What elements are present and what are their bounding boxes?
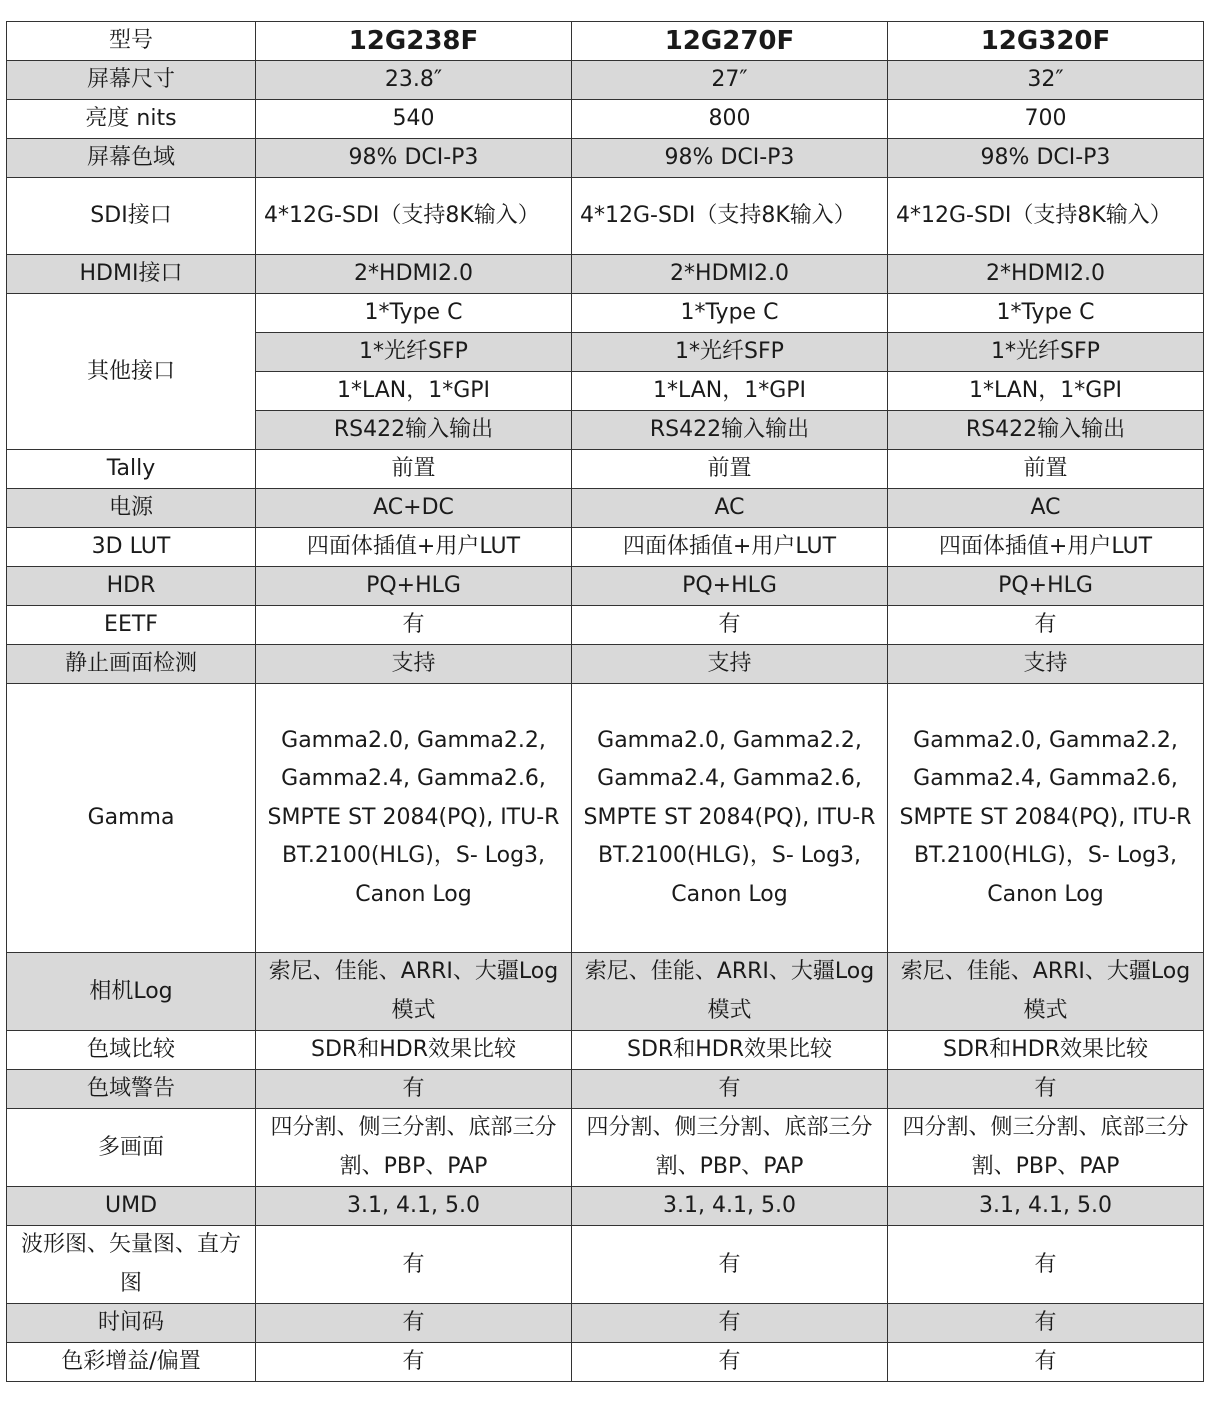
table-row [7,567,1204,606]
row-label: 多画面 [7,1109,256,1187]
cell-value: 有 [256,1070,572,1109]
cell-value: 23.8″ [256,61,572,100]
table-row [7,1070,1204,1109]
cell-value: 四面体插值+用户LUT [572,528,888,567]
row-label: 屏幕尺寸 [7,61,256,100]
row-label: 其他接口 [7,294,256,450]
cell-value: 前置 [888,450,1204,489]
cell-value: 有 [888,1226,1204,1304]
model-name: 12G320F [888,22,1204,61]
table-row [7,684,1204,953]
row-label: 电源 [7,489,256,528]
row-label: SDI接口 [7,178,256,255]
table-row [7,255,1204,294]
row-label: 色域比较 [7,1031,256,1070]
cell-value: 支持 [888,645,1204,684]
table-row [7,1187,1204,1226]
table-row [7,645,1204,684]
cell-value: 1*LAN，1*GPI [572,372,888,411]
cell-value: AC+DC [256,489,572,528]
cell-value: 3.1, 4.1, 5.0 [888,1187,1204,1226]
cell-value: 四面体插值+用户LUT [888,528,1204,567]
cell-value: 索尼、佳能、ARRI、大疆Log模式 [572,953,888,1031]
cell-value: 索尼、佳能、ARRI、大疆Log模式 [888,953,1204,1031]
cell-value: 540 [256,100,572,139]
cell-value: 有 [888,1070,1204,1109]
spec-table [6,21,1204,1382]
row-label: 色域警告 [7,1070,256,1109]
row-label: 静止画面检测 [7,645,256,684]
row-label: UMD [7,1187,256,1226]
cell-value: RS422输入输出 [572,411,888,450]
cell-value: SDR和HDR效果比较 [256,1031,572,1070]
cell-value: 1*光纤SFP [256,333,572,372]
cell-value: 有 [256,1304,572,1343]
cell-value: 有 [256,1226,572,1304]
cell-value: 有 [572,1070,888,1109]
cell-value: 4*12G-SDI（支持8K输入） [888,178,1204,255]
cell-value: 98% DCI-P3 [888,139,1204,178]
row-label: 相机Log [7,953,256,1031]
cell-value: 索尼、佳能、ARRI、大疆Log模式 [256,953,572,1031]
cell-value: 2*HDMI2.0 [256,255,572,294]
cell-value: SDR和HDR效果比较 [888,1031,1204,1070]
cell-value: 四分割、侧三分割、底部三分割、PBP、PAP [572,1109,888,1187]
cell-value: 1*Type C [888,294,1204,333]
row-label: 屏幕色域 [7,139,256,178]
cell-value: 4*12G-SDI（支持8K输入） [572,178,888,255]
cell-value: 27″ [572,61,888,100]
header-row [7,22,1204,61]
cell-value: Gamma2.0, Gamma2.2, Gamma2.4, Gamma2.6, SMPTE ST 2084(PQ), ITU-R BT.2100(HLG)，S- Log3, Canon Log [888,684,1204,953]
table-row [7,61,1204,100]
table-row [7,1226,1204,1304]
cell-value: AC [572,489,888,528]
cell-value: 有 [572,1226,888,1304]
row-label: 波形图、矢量图、直方图 [7,1226,256,1304]
cell-value: 1*LAN，1*GPI [256,372,572,411]
table-row [7,100,1204,139]
cell-value: Gamma2.0, Gamma2.2, Gamma2.4, Gamma2.6, SMPTE ST 2084(PQ), ITU-R BT.2100(HLG)，S- Log3, Canon Log [572,684,888,953]
cell-value: PQ+HLG [888,567,1204,606]
cell-value: RS422输入输出 [256,411,572,450]
table-row [7,139,1204,178]
row-label: 亮度 nits [7,100,256,139]
table-row [7,1343,1204,1382]
cell-value: 1*Type C [572,294,888,333]
row-label: 型号 [7,22,256,61]
table-row [7,450,1204,489]
table-row [7,953,1204,1031]
cell-value: 四分割、侧三分割、底部三分割、PBP、PAP [256,1109,572,1187]
cell-value: 前置 [256,450,572,489]
table-row [7,1304,1204,1343]
cell-value: 有 [888,606,1204,645]
table-row [7,1109,1204,1187]
cell-value: 2*HDMI2.0 [572,255,888,294]
row-label: HDR [7,567,256,606]
cell-value: 3.1, 4.1, 5.0 [572,1187,888,1226]
cell-value: 有 [572,606,888,645]
cell-value: 800 [572,100,888,139]
table-row [7,1031,1204,1070]
cell-value: 32″ [888,61,1204,100]
cell-value: AC [888,489,1204,528]
cell-value: 1*光纤SFP [888,333,1204,372]
row-label: 3D LUT [7,528,256,567]
row-label: 色彩增益/偏置 [7,1343,256,1382]
cell-value: SDR和HDR效果比较 [572,1031,888,1070]
cell-value: 前置 [572,450,888,489]
cell-value: Gamma2.0, Gamma2.2, Gamma2.4, Gamma2.6, SMPTE ST 2084(PQ), ITU-R BT.2100(HLG)，S- Log3, Canon Log [256,684,572,953]
cell-value: 支持 [572,645,888,684]
cell-value: 有 [888,1304,1204,1343]
cell-value: 1*Type C [256,294,572,333]
table-row [7,178,1204,255]
cell-value: 有 [572,1304,888,1343]
row-label: 时间码 [7,1304,256,1343]
model-name: 12G270F [572,22,888,61]
cell-value: RS422输入输出 [888,411,1204,450]
cell-value: 有 [256,606,572,645]
table-row [7,294,1204,333]
row-label: HDMI接口 [7,255,256,294]
cell-value: 有 [572,1343,888,1382]
cell-value: 3.1, 4.1, 5.0 [256,1187,572,1226]
cell-value: 四分割、侧三分割、底部三分割、PBP、PAP [888,1109,1204,1187]
cell-value: 支持 [256,645,572,684]
cell-value: 1*LAN，1*GPI [888,372,1204,411]
cell-value: 700 [888,100,1204,139]
cell-value: 98% DCI-P3 [256,139,572,178]
row-label: Tally [7,450,256,489]
cell-value: PQ+HLG [572,567,888,606]
table-row [7,606,1204,645]
table-row [7,528,1204,567]
cell-value: 四面体插值+用户LUT [256,528,572,567]
row-label: Gamma [7,684,256,953]
cell-value: 4*12G-SDI（支持8K输入） [256,178,572,255]
cell-value: 2*HDMI2.0 [888,255,1204,294]
cell-value: 98% DCI-P3 [572,139,888,178]
model-name: 12G238F [256,22,572,61]
table-row [7,489,1204,528]
cell-value: 有 [256,1343,572,1382]
cell-value: 1*光纤SFP [572,333,888,372]
row-label: EETF [7,606,256,645]
cell-value: 有 [888,1343,1204,1382]
cell-value: PQ+HLG [256,567,572,606]
